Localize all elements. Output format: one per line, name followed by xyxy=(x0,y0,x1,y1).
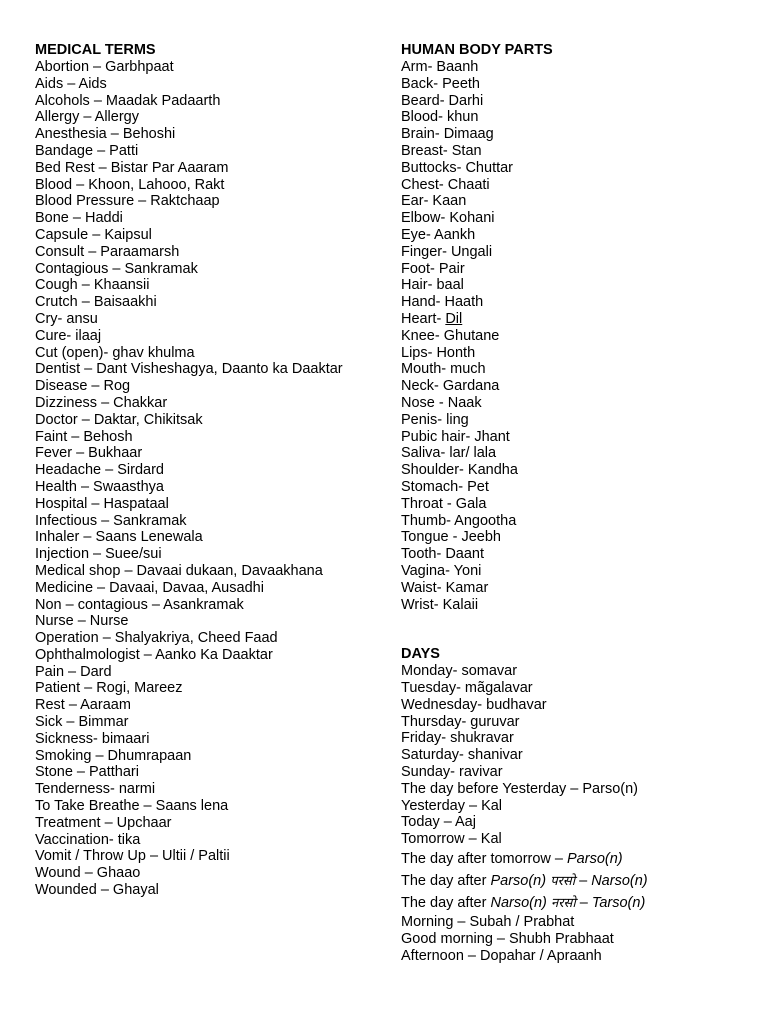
days-list-end xyxy=(401,914,761,964)
list-item: Operation – Shalyakriya, Cheed Faad xyxy=(35,630,278,647)
list-item: Cry- ansu xyxy=(35,310,98,327)
list-item: Dizziness – Chakkar xyxy=(35,394,168,411)
medical-terms-list xyxy=(35,59,390,899)
list-item: Aids – Aids xyxy=(35,75,107,92)
list-item: Vagina- Yoni xyxy=(401,562,482,579)
list-item: Neck- Gardana xyxy=(401,378,500,395)
medical-terms-heading: MEDICAL TERMS xyxy=(35,42,156,58)
list-item: Lips- Honth xyxy=(401,344,476,361)
list-item: Hair- baal xyxy=(401,277,464,294)
list-item: Chest- Chaati xyxy=(401,176,490,193)
list-item: Blood- khun xyxy=(401,109,479,126)
list-item: Shoulder- Kandha xyxy=(401,462,518,479)
body-parts-list xyxy=(401,59,761,311)
list-item: Saliva- lar/ lala xyxy=(401,445,497,462)
list-item: Wrist- Kalaii xyxy=(401,596,479,613)
list-item: Wounded – Ghayal xyxy=(35,882,159,899)
item-separator: – xyxy=(575,873,592,890)
list-item: Non – contagious – Asankramak xyxy=(35,596,244,613)
list-item: Blood Pressure – Raktchaap xyxy=(35,193,220,210)
list-item: Nurse – Nurse xyxy=(35,613,129,630)
item-italic: Parso(n) xyxy=(567,851,623,868)
list-item: Throat - Gala xyxy=(401,495,487,512)
list-item: Today – Aaj xyxy=(401,814,476,831)
list-item: Foot- Pair xyxy=(401,260,465,277)
list-item: Yesterday – Kal xyxy=(401,797,503,814)
list-item: Ear- Kaan xyxy=(401,193,467,210)
list-item: Thursday- guruvar xyxy=(401,713,520,730)
list-item: Eye- Aankh xyxy=(401,226,476,243)
list-item: Breast- Stan xyxy=(401,142,482,159)
list-item: Consult – Paraamarsh xyxy=(35,243,180,260)
item-text: The day after tomorrow – xyxy=(401,851,568,868)
devanagari-text: परसो xyxy=(546,874,576,890)
list-item: Smoking – Dhumrapaan xyxy=(35,747,192,764)
list-item: Knee- Ghutane xyxy=(401,327,500,344)
item-italic: Narso(n) xyxy=(490,895,547,912)
list-item: Finger- Ungali xyxy=(401,243,493,260)
list-item: Pubic hair- Jhant xyxy=(401,428,510,445)
right-column xyxy=(401,42,761,964)
item-text: The day after xyxy=(401,895,491,912)
list-item: Tenderness- narmi xyxy=(35,781,156,798)
list-item: Cure- ilaaj xyxy=(35,327,102,344)
list-item: Elbow- Kohani xyxy=(401,210,495,227)
list-item: Contagious – Sankramak xyxy=(35,260,198,277)
list-item: Tongue - Jeebh xyxy=(401,529,501,546)
list-item: Hospital – Haspataal xyxy=(35,495,169,512)
list-item: Sick – Bimmar xyxy=(35,714,129,731)
list-item: Wound – Ghaao xyxy=(35,865,141,882)
list-item: Friday- shukravar xyxy=(401,730,514,747)
list-item: Pain – Dard xyxy=(35,663,112,680)
list-item: Stomach- Pet xyxy=(401,478,489,495)
list-item: Vomit / Throw Up – Ultii / Paltii xyxy=(35,848,230,865)
list-item: Anesthesia – Behoshi xyxy=(35,126,176,143)
days-heading: DAYS xyxy=(401,646,440,663)
list-item: Stone – Patthari xyxy=(35,764,139,781)
list-item: Infectious – Sankramak xyxy=(35,512,187,529)
list-item: Fever – Bukhaar xyxy=(35,445,143,462)
list-item: Monday- somavar xyxy=(401,663,518,680)
list-item: Sickness- bimaari xyxy=(35,730,150,747)
list-item: Dentist – Dant Visheshagya, Daanto ka Daaktar xyxy=(35,361,343,378)
body-parts-list-continued xyxy=(401,328,761,614)
list-item: Bone – Haddi xyxy=(35,210,123,227)
list-item: Tuesday- mãgalavar xyxy=(401,680,533,697)
list-item: Penis- ling xyxy=(401,411,469,428)
list-item: Faint – Behosh xyxy=(35,428,133,445)
list-item: Cut (open)- ghav khulma xyxy=(35,344,195,361)
list-item: Doctor – Daktar, Chikitsak xyxy=(35,411,203,428)
list-item: Capsule – Kaipsul xyxy=(35,226,152,243)
list-item: Morning – Subah / Prabhat xyxy=(401,914,575,931)
item-italic: Tarso(n) xyxy=(591,895,646,912)
body-parts-heading: HUMAN BODY PARTS xyxy=(401,42,553,58)
item-italic: Narso(n) xyxy=(591,873,648,890)
list-item: Brain- Dimaag xyxy=(401,126,494,143)
list-item: Good morning – Shubh Prabhaat xyxy=(401,930,614,947)
list-item: Injection – Suee/sui xyxy=(35,546,162,563)
list-item: Cough – Khaansii xyxy=(35,277,150,294)
list-item: Inhaler – Saans Lenewala xyxy=(35,529,203,546)
list-item: Mouth- much xyxy=(401,361,486,378)
list-item: Bed Rest – Bistar Par Aaaram xyxy=(35,159,229,176)
list-item: Beard- Darhi xyxy=(401,92,484,109)
list-item: Crutch – Baisaakhi xyxy=(35,294,157,311)
list-item: Arm- Baanh xyxy=(401,59,479,75)
list-item: Nose - Naak xyxy=(401,394,482,411)
list-item: Vaccination- tika xyxy=(35,831,141,848)
list-item xyxy=(401,311,761,328)
list-item: Disease – Rog xyxy=(35,378,131,395)
list-item xyxy=(401,870,761,892)
list-item: Medicine – Davaai, Davaa, Ausadhi xyxy=(35,579,264,596)
devanagari-text: नरसो xyxy=(546,896,576,912)
days-list xyxy=(401,663,761,848)
list-item: Rest – Aaraam xyxy=(35,697,131,714)
list-item: Patient – Rogi, Mareez xyxy=(35,680,183,697)
list-item xyxy=(401,848,761,870)
list-item: Ophthalmologist – Aanko Ka Daaktar xyxy=(35,646,273,663)
item-italic: Parso(n) xyxy=(490,873,547,890)
list-item: Saturday- shanivar xyxy=(401,747,523,764)
list-item: Alcohols – Maadak Padaarth xyxy=(35,92,221,109)
list-item: Tooth- Daant xyxy=(401,546,485,563)
list-item: Treatment – Upchaar xyxy=(35,814,172,831)
list-item: Back- Peeth xyxy=(401,75,480,92)
list-item: To Take Breathe – Saans lena xyxy=(35,798,229,815)
list-item: Waist- Kamar xyxy=(401,579,489,596)
heart-word: Dil xyxy=(445,310,463,327)
list-item: Hand- Haath xyxy=(401,294,484,311)
list-item: Thumb- Angootha xyxy=(401,512,517,529)
medical-terms-column xyxy=(35,42,390,899)
list-item: Headache – Sirdard xyxy=(35,462,164,479)
list-item: Blood – Khoon, Lahooo, Rakt xyxy=(35,176,225,193)
list-item: Tomorrow – Kal xyxy=(401,831,502,848)
list-item xyxy=(401,892,761,914)
list-item: The day before Yesterday – Parso(n) xyxy=(401,780,638,797)
list-item: Allergy – Allergy xyxy=(35,109,139,126)
item-text: The day after xyxy=(401,873,491,890)
list-item: Medical shop – Davaai dukaan, Davaakhana xyxy=(35,562,323,579)
section-spacer xyxy=(401,613,761,646)
list-item: Bandage – Patti xyxy=(35,142,139,159)
list-item: Wednesday- budhavar xyxy=(401,696,547,713)
heart-prefix: Heart- xyxy=(401,310,446,327)
list-item: Sunday- ravivar xyxy=(401,764,503,781)
list-item: Health – Swaasthya xyxy=(35,478,164,495)
list-item: Abortion – Garbhpaat xyxy=(35,59,174,75)
list-item: Afternoon – Dopahar / Apraanh xyxy=(401,947,602,964)
item-separator: – xyxy=(575,895,592,912)
list-item: Buttocks- Chuttar xyxy=(401,159,514,176)
